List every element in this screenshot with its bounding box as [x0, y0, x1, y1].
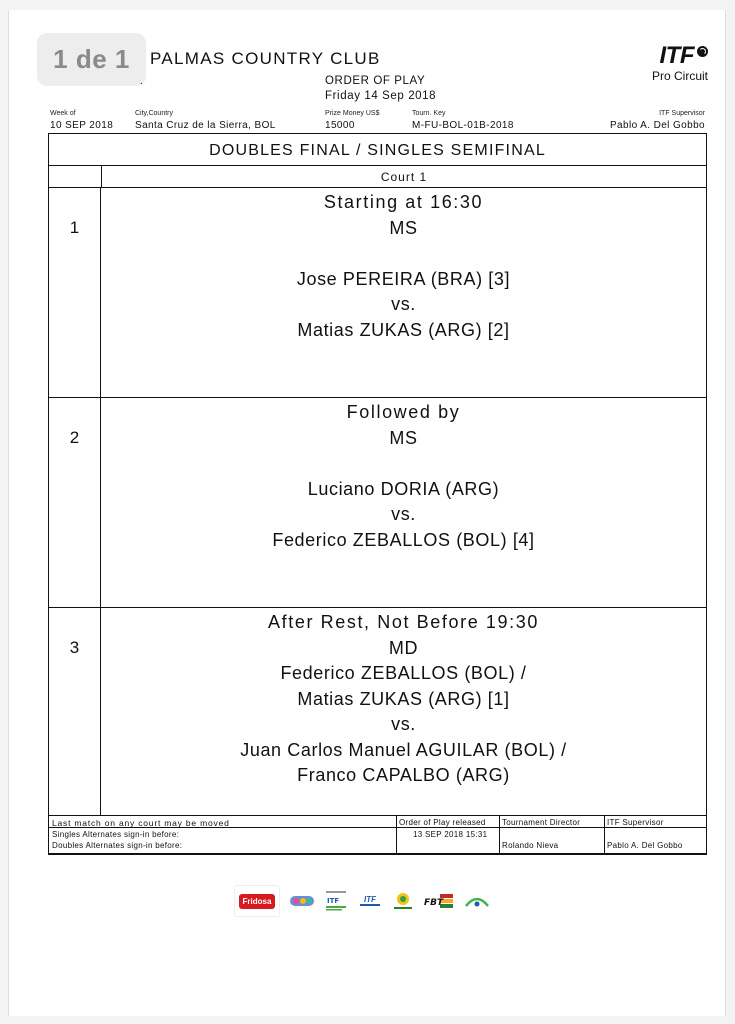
- match-event: MD: [388, 637, 419, 658]
- match-number: 1: [49, 188, 101, 397]
- match-time: Followed by: [346, 402, 461, 422]
- court-header: Court 1: [101, 166, 706, 188]
- itf-pro-circuit-small-logo: ITF: [358, 890, 382, 912]
- play-date: Friday 14 Sep 2018: [325, 90, 437, 102]
- order-of-play-title: ORDER OF PLAY: [325, 75, 426, 87]
- versus-label: vs.: [391, 294, 416, 314]
- match-row-2: [49, 398, 706, 608]
- director-label: Tournament Director: [502, 818, 581, 827]
- match-event: MS: [389, 427, 418, 448]
- svg-text:FBT: FBT: [424, 898, 444, 908]
- released-label: Order of Play released: [399, 818, 486, 827]
- singles-alternates: Singles Alternates sign-in before:: [52, 830, 180, 839]
- versus-label: vs.: [391, 714, 416, 734]
- player-1: Luciano DORIA (ARG): [307, 478, 500, 499]
- fridosa-logo: Fridosa: [234, 885, 280, 917]
- match-number: 3: [49, 608, 101, 816]
- prize-label: Prize Money US$: [325, 110, 380, 117]
- team-1-player-1: Federico ZEBALLOS (BOL) /: [280, 663, 527, 683]
- team-2-player-1: Juan Carlos Manuel AGUILAR (BOL) /: [240, 739, 567, 760]
- tourn-key-value: M-FU-BOL-01B-2018: [412, 120, 514, 131]
- prize-value: 15000: [325, 120, 355, 131]
- section-title: DOUBLES FINAL / SINGLES SEMIFINAL: [49, 134, 706, 166]
- director-value: Rolando Nieva: [502, 841, 559, 850]
- court-header-spacer: [49, 166, 101, 188]
- footer-table: [48, 815, 707, 854]
- match-details: [101, 398, 706, 553]
- page-indicator: 1 de 1: [37, 33, 146, 86]
- versus-label: vs.: [391, 504, 416, 524]
- pro-circuit-text: Pro Circuit: [651, 69, 708, 83]
- itf-logo-text: ITF: [660, 44, 709, 68]
- last-match-note: Last match on any court may be moved: [52, 818, 230, 828]
- match-event: MS: [389, 217, 418, 238]
- city-value: Santa Cruz de la Sierra, BOL: [135, 120, 276, 131]
- sponsor-logos: [234, 884, 490, 918]
- supervisor-value: Pablo A. Del Gobbo: [609, 120, 705, 131]
- match-row-3: [49, 608, 706, 816]
- footer-supervisor-label: ITF Supervisor: [607, 818, 664, 827]
- doubles-alternates: Doubles Alternates sign-in before:: [52, 841, 183, 850]
- sponsor-logo-2: [290, 890, 314, 912]
- match-details: [101, 608, 706, 789]
- released-value: 13 SEP 2018 15:31: [413, 830, 488, 839]
- tourn-key-label: Tourn. Key: [412, 110, 446, 117]
- sponsor-logo-5: [392, 890, 414, 912]
- player-2: Federico ZEBALLOS (BOL) [4]: [272, 529, 535, 550]
- team-2-player-2: Franco CAPALBO (ARG): [297, 765, 510, 785]
- match-number: 2: [49, 398, 101, 607]
- match-row-1: [49, 188, 706, 398]
- sponsor-logo-7: [464, 890, 490, 912]
- footer-supervisor-value: Pablo A. Del Gobbo: [607, 841, 683, 850]
- team-1-player-2: Matias ZUKAS (ARG) [1]: [297, 688, 510, 709]
- week-label: Week of: [50, 110, 76, 117]
- club-name: PALMAS COUNTRY CLUB: [150, 49, 381, 68]
- match-time: After Rest, Not Before 19:30: [268, 612, 539, 632]
- fbt-logo: [424, 890, 454, 912]
- supervisor-label: ITF Supervisor: [659, 110, 705, 117]
- match-time: Starting at 16:30: [323, 192, 484, 212]
- order-of-play-table: [48, 133, 707, 855]
- match-details: [101, 188, 706, 343]
- week-value: 10 SEP 2018: [50, 120, 114, 131]
- player-1: Jose PEREIRA (BRA) [3]: [296, 268, 511, 289]
- player-2: Matias ZUKAS (ARG) [2]: [297, 319, 510, 340]
- tennis-ball-icon: [697, 46, 708, 57]
- itf-pro-circuit-logo: [636, 44, 708, 83]
- header-dot: .: [140, 76, 143, 87]
- itf-development-fund-logo: [324, 887, 348, 915]
- svg-text:ITF: ITF: [327, 897, 340, 905]
- city-label: City,Country: [135, 110, 173, 117]
